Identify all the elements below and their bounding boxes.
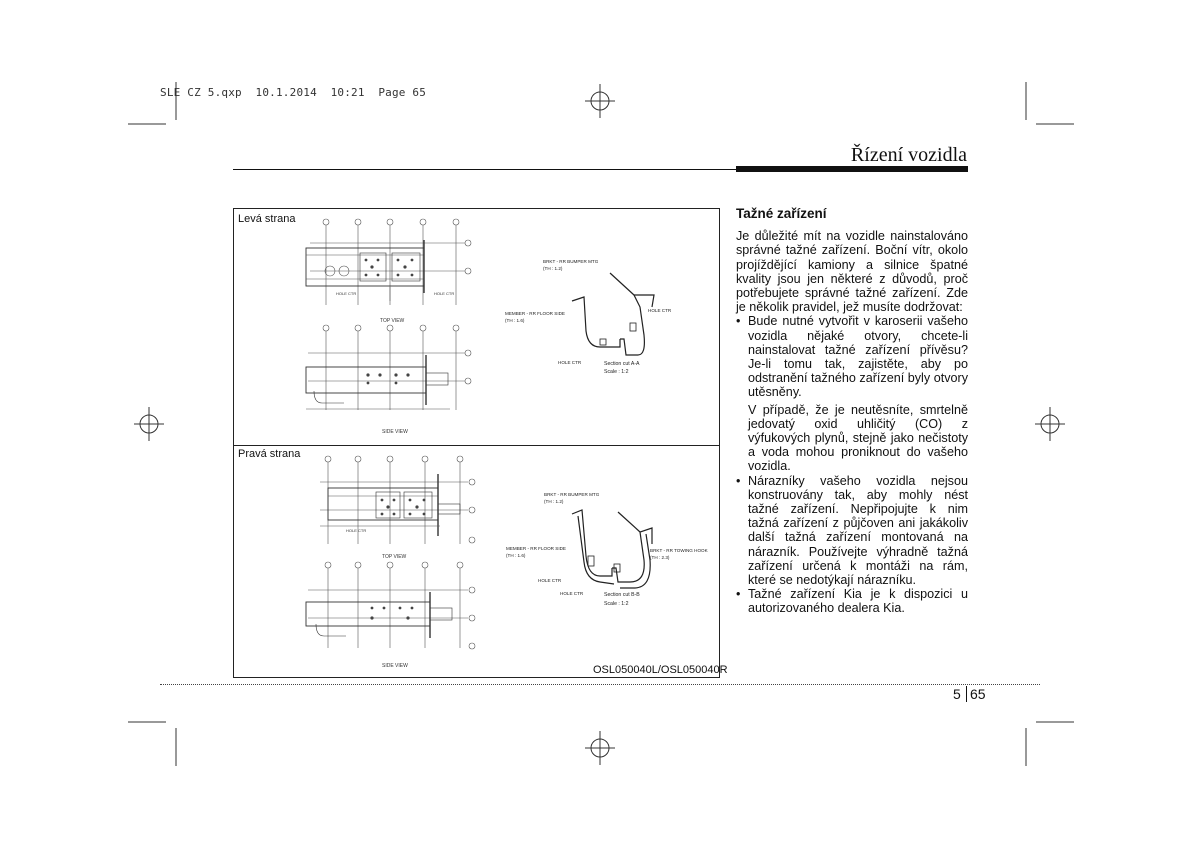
top-view-caption: TOP VIEW	[382, 554, 407, 560]
rules-list	[736, 314, 968, 615]
list-item-text: • Bude nutné vytvořit v karoserii vašeho vozidla nějaké otvory, chcete-li nainstalovat tažné zařízení přívěsu? Je-li tomu tak, zajistěte, aby po odstranění tažného zařízení byly otvory utěsněny.	[748, 314, 968, 400]
list-item	[736, 474, 968, 588]
page-header-title: Řízení vozidla	[850, 144, 967, 166]
intro-paragraph: Je důležité mít na vozidle nainstalováno správné tažné zařízení. Boční vítr, okolo projíždějící kamiony a silnice špatné kvality jsou jen některé z důvodů, proč potřebujete správné tažné zařízení. Zde je několik pravidel, jež musíte dodržovat:	[736, 229, 968, 315]
bumper-bracket-thickness: (TH : 1.2)	[543, 266, 563, 271]
top-view-caption: TOP VIEW	[380, 318, 405, 324]
footer-dotted-rule	[160, 684, 1040, 685]
bumper-bracket-label: BRKT - RR BUMPER MTG	[544, 492, 600, 497]
towing-hook-label: BRKT - RR TOWING HOOK	[650, 548, 708, 553]
side-view-caption: SIDE VIEW	[382, 429, 408, 435]
floor-member-thickness: (TH : 1.6)	[506, 553, 526, 558]
floor-member-label: MEMBER - RR FLOOR SIDE	[505, 311, 565, 316]
scale-caption: Scale : 1:2	[604, 601, 629, 607]
towing-text-column	[736, 207, 968, 616]
scale-caption: Scale : 1:2	[604, 369, 629, 375]
side-view-caption: SIDE VIEW	[382, 663, 408, 669]
list-item	[736, 314, 968, 473]
bumper-bracket-label: BRKT - RR BUMPER MTG	[543, 259, 599, 264]
section-b-profile	[572, 510, 652, 588]
list-item-continuation: V případě, že je neutěsníte, smrtelně jedovatý oxid uhličitý (CO) z výfukových plynů, stejně jako nečistoty a voda mohou proniknout do vašeho vozidla.	[748, 402, 968, 474]
hole-ctr-label: HOLE CTR	[346, 528, 367, 533]
left-side-label: Levá strana	[238, 213, 296, 225]
hole-ctr-label: HOLE CTR	[648, 308, 672, 313]
list-item	[736, 587, 968, 615]
right-side-drawing	[300, 452, 710, 674]
hole-ctr-label: HOLE CTR	[336, 291, 357, 296]
hole-ctr-label: HOLE CTR	[560, 591, 584, 596]
towing-hook-thickness: (TH : 2.3)	[650, 555, 670, 560]
section-cut-caption: Section cut A-A	[604, 361, 640, 367]
header-bar	[736, 166, 968, 172]
bumper-bracket-thickness: (TH : 1.2)	[544, 499, 564, 504]
list-item-text: • Nárazníky vašeho vozidla nejsou konstruovány tak, aby mohly nést tažné zařízení. Nepřipojujte k nim tažná zařízení z půjčoven ani jakákoliv další tažná zařízení montovaná na nárazník. Používejte výhradně tažná zařízení určená k montáži na rám, které se nedotýkají nárazníku.	[748, 473, 968, 588]
list-item-text: • Tažné zařízení Kia je k dispozici u autorizovaného dealera Kia.	[748, 587, 968, 616]
floor-member-label: MEMBER - RR FLOOR SIDE	[506, 546, 566, 551]
section-a-profile	[572, 273, 654, 355]
figure-divider	[233, 445, 720, 446]
figure-code: OSL050040L/OSL050040R	[593, 664, 728, 676]
print-slug: SLE CZ 5.qxp 10.1.2014 10:21 Page 65	[160, 86, 427, 99]
side-view-lines	[306, 325, 471, 410]
section-heading: Tažné zařízení	[736, 206, 827, 221]
page-number: 65	[970, 686, 986, 702]
chapter-number: 5	[953, 686, 961, 702]
hole-ctr-label: HOLE CTR	[558, 360, 582, 365]
hole-ctr-label: HOLE CTR	[434, 291, 455, 296]
floor-member-thickness: (TH : 1.6)	[505, 318, 525, 323]
section-cut-caption: Section cut B-B	[604, 592, 640, 598]
page-number-separator	[966, 686, 967, 702]
header-rule	[233, 169, 736, 170]
hole-ctr-label: HOLE CTR	[538, 578, 562, 583]
left-side-drawing	[300, 215, 710, 440]
right-side-label: Pravá strana	[238, 448, 301, 460]
